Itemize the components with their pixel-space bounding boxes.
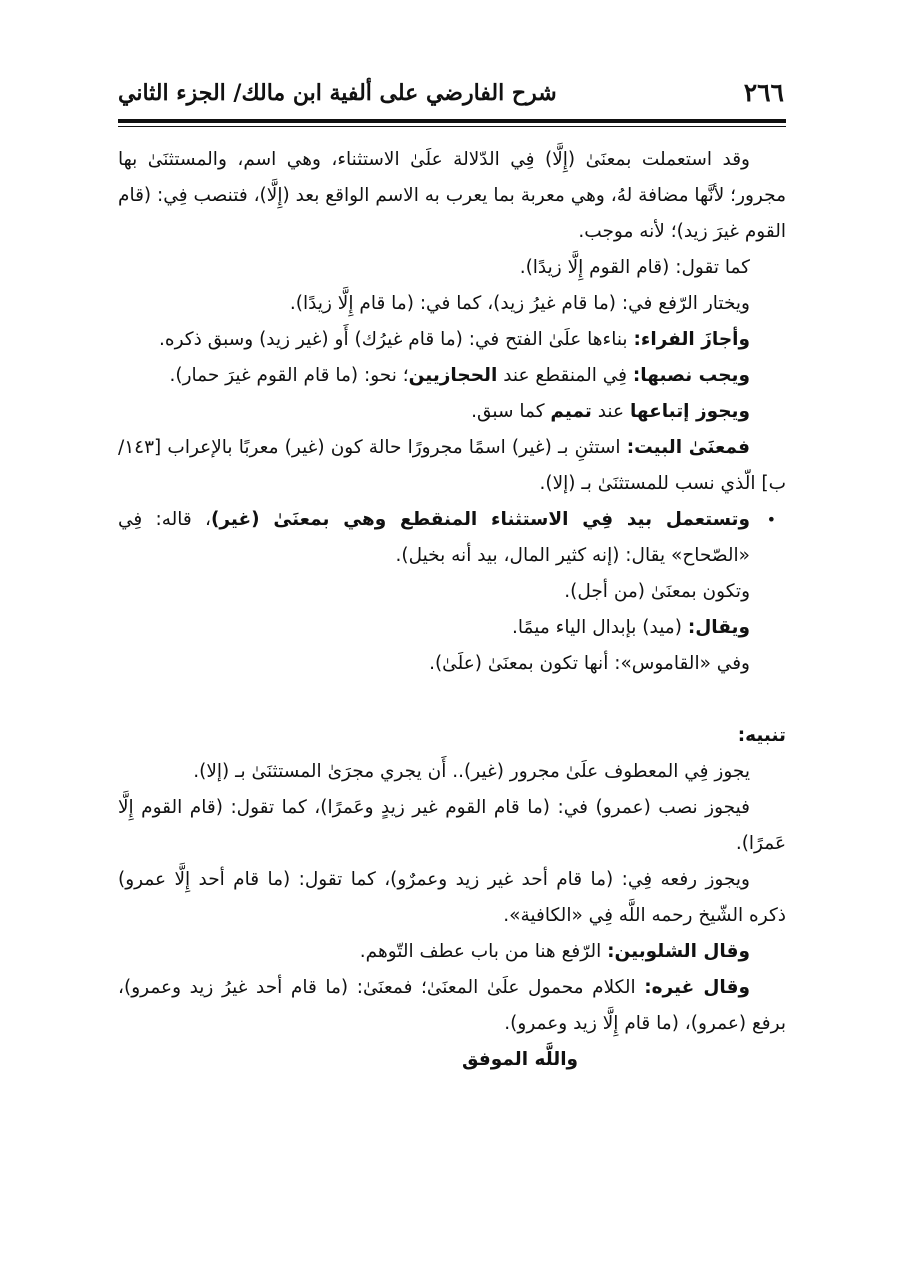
bullet-icon: •	[766, 510, 776, 529]
header-rule-thick	[118, 119, 786, 123]
paragraph	[118, 970, 786, 1042]
header-rule-thin	[118, 126, 786, 127]
bold-term: ويقال:	[687, 617, 750, 638]
paragraph	[118, 934, 786, 970]
bold-term: وتستعمل بيد فِي الاستثناء المنقطع وهي بمعنَىٰ (غير)	[210, 509, 750, 530]
page-header	[118, 78, 786, 114]
paragraph-text: فِي المنقطع عند	[497, 365, 633, 386]
bold-term: وأجازَ الفراء:	[633, 329, 750, 350]
page-number: ٢٦٦	[743, 78, 784, 107]
paragraph	[118, 322, 786, 358]
paragraph	[118, 430, 786, 502]
paragraph-text: استثنِ بـ (غير) اسمًا مجرورًا حالة كون (غير) معربًا بالإعراب [١٤٣/ ب] الّذي نسب للمستثنَىٰ بـ (إلا).	[118, 437, 786, 494]
paragraph-text: عند	[591, 401, 630, 422]
paragraph-text: (ميد) بإبدال الياء ميمًا.	[512, 617, 688, 638]
bold-term: وقال غيره:	[644, 977, 750, 998]
paragraph-text: الكلام محمول علَىٰ المعنَىٰ؛ فمعنَىٰ: (ما قام أحد غيرُ زيد وعمرو)، برفع (عمرو)، (ما قام إِلَّا زيد وعمرو).	[118, 977, 786, 1034]
bold-term: وقال الشلوبين:	[607, 941, 750, 962]
running-title: شرح الفارضي على ألفية ابن مالك/ الجزء الثاني	[118, 80, 557, 106]
closing-phrase: واللَّه الموفق	[461, 1049, 579, 1070]
paragraph: فيجوز نصب (عمرو) في: (ما قام القوم غير زيدٍ وعَمرًا)، كما تقول: (قام القوم إِلَّا عَمرًا).	[118, 797, 786, 854]
bold-term: ويجوز إتباعها	[629, 401, 750, 422]
paragraph: كما تقول: (قام القوم إِلَّا زيدًا).	[519, 257, 750, 278]
bold-term: الحجازيين	[408, 365, 498, 386]
paragraph-text: ؛ نحو: (ما قام القوم غيرَ حمار).	[169, 365, 409, 386]
paragraph-text: بناءها علَىٰ الفتح في: (ما قام غيرُك) أَو (غير زيد) وسبق ذكره.	[159, 329, 634, 350]
paragraph: يجوز فِي المعطوف علَىٰ مجرور (غير).. أَن يجري مجرَىٰ المستثنَىٰ بـ (إلا).	[193, 761, 750, 782]
paragraph	[118, 610, 786, 646]
paragraph: ويجوز رفعه فِي: (ما قام أحد غير زيد وعمرٌو)، كما تقول: (ما قام أحد إِلَّا عمرو) ذكره الشّيخ رحمه اللَّه فِي «الكافية».	[118, 869, 786, 926]
paragraph	[118, 394, 786, 430]
paragraph: وقد استعملت بمعنَىٰ (إِلَّا) فِي الدّلالة علَىٰ الاستثناء، وهي اسم، والمستثنَىٰ بها مجرور؛ لأنَّها مضافة لهُ، وهي معربة بما يعرب به الاسم الواقع بعد (إِلَّا)، فتنصب فِي: (قام القوم غيرَ زيد)؛ لأنه موجب.	[118, 149, 786, 242]
paragraph-text: كما سبق.	[471, 401, 551, 422]
section-gap	[118, 682, 786, 718]
page-body	[118, 142, 786, 1078]
bullet-item	[118, 502, 786, 574]
notice-heading: تنبيه:	[737, 725, 786, 746]
paragraph: ويختار الرّفع في: (ما قام غيرُ زيد)، كما في: (ما قام إِلَّا زيدًا).	[289, 293, 750, 314]
paragraph: وفي «القاموس»: أنها تكون بمعنَىٰ (علَىٰ).	[429, 653, 750, 674]
paragraph-text: الرّفع هنا من باب عطف التّوهم.	[359, 941, 608, 962]
bold-term: فمعنَىٰ البيت:	[626, 437, 750, 458]
paragraph-text: ، قاله: فِي «الصّحاح» يقال: (إنه كثير المال، بيد أنه بخيل).	[118, 509, 750, 566]
bold-term: ويجب نصبها:	[632, 365, 750, 386]
paragraph: وتكون بمعنَىٰ (من أجل).	[564, 581, 750, 602]
paragraph	[118, 358, 786, 394]
bold-term: تميم	[550, 401, 592, 422]
